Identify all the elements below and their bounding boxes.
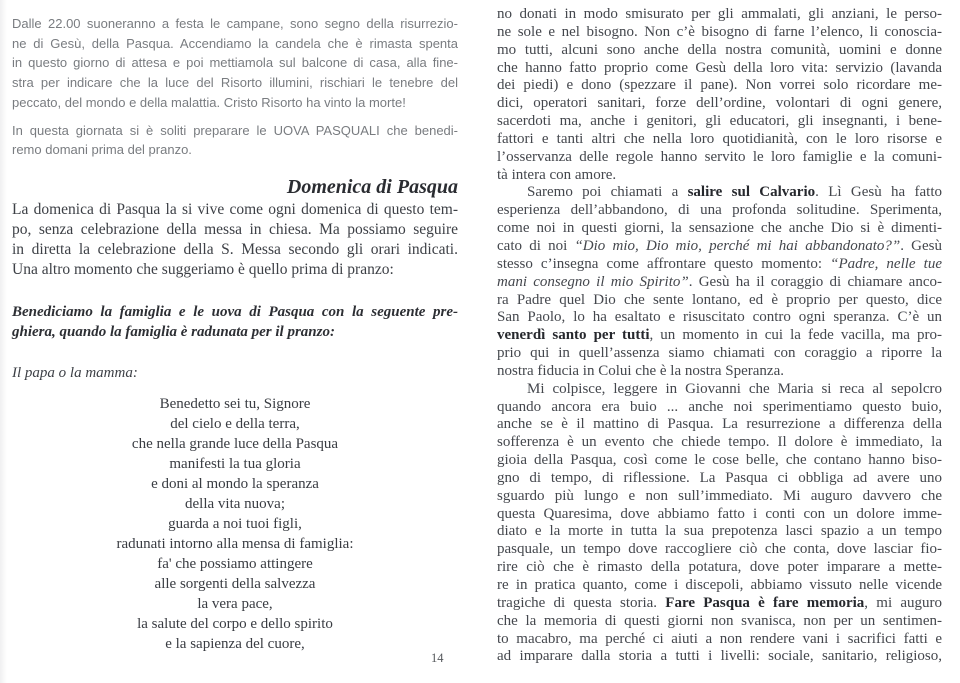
text-line: peccato, del mondo e della malattia. Cristo Risorto ha vinto la morte! xyxy=(12,94,406,110)
text-line: guarda a noi tuoi figli, xyxy=(168,515,302,532)
text-line: in diretta la celebrazione della S. Messa secondo gli orari indicati. xyxy=(12,240,458,258)
text-line: fattori e tanti altri che nella loro quotidianità, con le loro risorse e xyxy=(497,130,942,147)
text-line: Mi colpisce, leggere in Giovanni che Maria si reca al sepolcro xyxy=(527,380,942,397)
text-line: come noi in questi giorni, la sensazione che anche Dio si è dimenti- xyxy=(497,220,942,237)
right-paragraph-1 xyxy=(497,6,942,184)
right-paragraph-3 xyxy=(497,381,942,667)
right-page xyxy=(497,6,942,666)
prayer-text xyxy=(12,394,458,654)
text-line: che nella grande luce della Pasqua xyxy=(131,435,339,452)
text-line: Dalle 22.00 suoneranno a festa le campane, sono segno della risurrezio- xyxy=(12,16,458,31)
text-line: del cielo e della terra, xyxy=(170,415,300,432)
text-line: Saremo poi chiamati a salire sul Calvario. Lì Gesù ha fatto xyxy=(527,184,942,201)
text-line: e la sapienza del cuore, xyxy=(165,635,305,652)
text-line: sofferenza è un evento che chiede tempo. Il dolore è immediato, la xyxy=(497,434,942,451)
speaker-label: Il papa o la mamma: xyxy=(12,364,138,381)
text-line: In questa giornata si è soliti preparare le UOVA PASQUALI che benedi- xyxy=(12,122,458,138)
text-line: nostra fiducia in Colui che è la nostra Speranza. xyxy=(497,362,784,379)
text-line: in questo giorno di attesa e poi mettiamola sul balcone di casa, alla fine- xyxy=(12,55,458,71)
text-line: gno di tempo, di riflessione. La Pasqua ci obbliga ad avere uno xyxy=(497,469,942,486)
text-line: tà intera con amore. xyxy=(497,166,617,183)
text-line: della vita nuova; xyxy=(185,495,285,512)
text-line: l’osservanza delle regole hanno servito le loro famiglie e la comuni- xyxy=(497,148,942,165)
text-line: dei piedi) e dono (spezzare il pane). Non vorrei solo ricordare me- xyxy=(497,77,942,94)
text-line: Benedetto sei tu, Signore xyxy=(159,395,311,412)
text-line: tragiche di questa storia. Fare Pasqua è fare memoria, mi auguro xyxy=(497,594,942,611)
text-line: re in pratica quanto, come i discepoli, abbiamo vissuto nelle vicende xyxy=(497,577,942,593)
text-line: la salute del corpo e dello spirito xyxy=(137,615,333,632)
text-line: po, senza celebrazione della messa in chiesa. Ma possiamo seguire xyxy=(12,220,458,238)
text-line: gioia della Pasqua, così come le cose belle, che contano hanno biso- xyxy=(497,452,942,469)
text-line: che la memoria di questi giorni non svanisca, non per un sentimen- xyxy=(497,612,942,629)
text-line: San Paolo, lo ha esaltato e risuscitato contro ogni speranza. C’è un xyxy=(497,309,942,326)
text-line: sguardo più lungo e non sull’immediato. Mi auguro davvero che xyxy=(497,487,942,504)
text-line: e doni al mondo la speranza xyxy=(151,475,319,492)
text-line: quando ancora era buio ... anche noi sperimentiamo questo buio, xyxy=(497,398,942,415)
text-line: Benediciamo la famiglia e le uova di Pasqua con la seguente pre- xyxy=(12,303,458,320)
text-line: ne di Gesù, della Pasqua. Accendiamo la candela che è rimasta spenta xyxy=(12,35,458,51)
text-line: stesso c’insegna come affrontare questo momento: “Padre, nelle tue xyxy=(497,255,942,272)
text-line: prio qui in quell’assenza siamo chiamati con coraggio a riporre la xyxy=(497,345,942,362)
text-line: ad imparare dalla storia a tutti i livelli: sociale, sanitario, religioso, xyxy=(497,648,942,665)
text-line: cato di noi “Dio mio, Dio mio, perché mi hai abbandonato?”. Gesù xyxy=(497,237,942,254)
blessing-instruction xyxy=(12,302,458,342)
text-line: mo tutti, alcuni sono anche della nostra comunità, uomini e donne xyxy=(497,41,942,58)
text-line: rire ciò che è rimasto della potatura, dove poter imparare a mette- xyxy=(497,559,942,576)
text-line: mani consegno il mio Spirito”. Gesù ha il coraggio di chiamare anco- xyxy=(497,273,942,290)
text-line: la vera pace, xyxy=(197,595,273,612)
text-line: La domenica di Pasqua la si vive come ogni domenica di questo tem- xyxy=(12,200,458,218)
text-line: che hanno fatto proprio come Gesù della loro vita: servizio (lavanda xyxy=(497,59,942,76)
text-line: venerdì santo per tutti, un momento in cui la fede vacilla, ma pro- xyxy=(497,327,942,344)
text-line: ra Padre quel Dio che sente lontano, ed è proprio per questo, dice xyxy=(497,291,942,308)
section-heading: Domenica di Pasqua xyxy=(286,175,458,198)
text-line: no donati in modo smisurato per gli ammalati, gli anziani, le perso- xyxy=(497,6,942,22)
text-line: ghiera, quando la famiglia è radunata per il pranzo: xyxy=(12,323,335,340)
text-line: diato e la morte in tutta la sua prepotenza lasci spazio a un tempo xyxy=(497,523,942,540)
text-line: anche se è il mattino di Pasqua. La resurrezione a differenza della xyxy=(497,416,942,433)
intro-paragraph-2 xyxy=(12,121,458,160)
intro-paragraph-1 xyxy=(12,14,458,113)
text-line: Una altro momento che suggeriamo è quello prima di pranzo: xyxy=(12,260,394,278)
text-line: ne sole e nel bisogno. Non c’è bisogno di farne l’elenco, li conoscia- xyxy=(497,23,942,40)
text-line: remo domani prima del pranzo. xyxy=(12,142,192,158)
text-line: sacerdoti ma, anche i genitori, gli educatori, gli insegnanti, i bene- xyxy=(497,113,942,130)
body-paragraph xyxy=(12,200,458,280)
text-line: fa' che possiamo attingere xyxy=(157,555,313,572)
text-line: dici, operatori sanitari, forze dell’ordine, volontari di ogni genere, xyxy=(497,95,942,112)
page-number: 14 xyxy=(431,651,444,665)
text-line: manifesti la tua gloria xyxy=(169,455,301,472)
text-line: stra per indicare che la luce del Risorto illumini, rischiari le tenebre del xyxy=(12,75,458,91)
text-line: esperienza dell’abbandono, di una profonda solitudine. Sperimenta, xyxy=(497,202,942,219)
text-line: questa Quaresima, dove abbiamo fatto i conti con un dolore imme- xyxy=(497,505,942,522)
right-paragraph-2 xyxy=(497,184,942,380)
text-line: to macabro, ma perché ci aiuti a non rendere vani i sacrifici fatti e xyxy=(497,630,942,647)
left-page xyxy=(12,0,458,654)
page-left-edge-shadow xyxy=(0,0,7,683)
text-line: alle sorgenti della salvezza xyxy=(154,575,316,592)
text-line: pasquale, un tempo dove raccogliere ciò che conta, dove lasciar fio- xyxy=(497,541,942,558)
text-line: radunati intorno alla mensa di famiglia: xyxy=(116,535,354,552)
